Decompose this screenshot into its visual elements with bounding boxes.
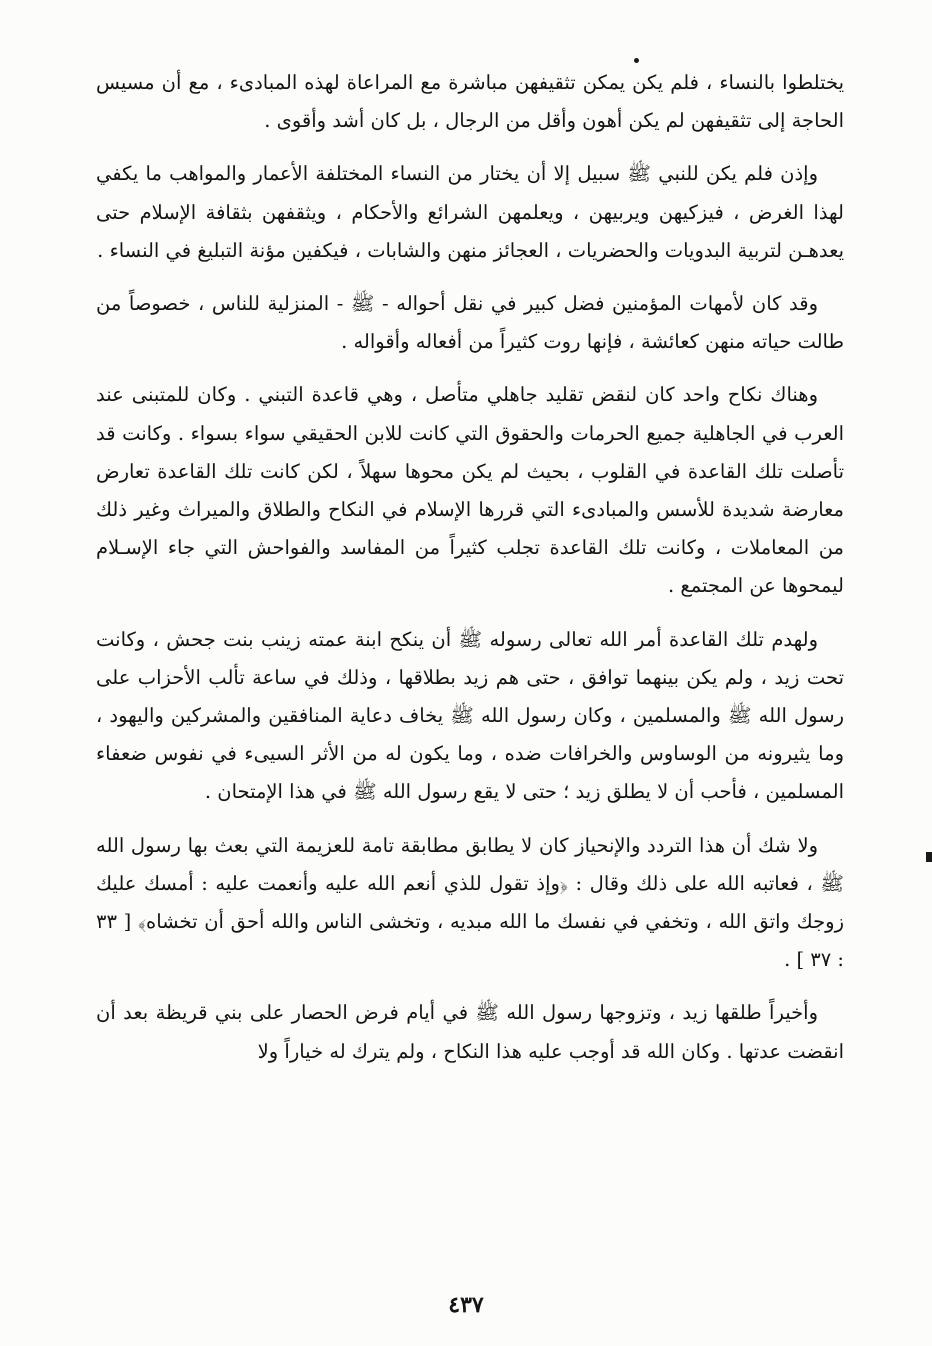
paragraph-5: ولهدم تلك القاعدة أمر الله تعالى رسوله ﷺ أن ينكح ابنة عمته زينب بنت جحش ، وكانت تحت زيد ، ولم يكن بينهما توافق ، حتى هم زيد بطلاقها ، وذلك في ساعة تألب الأحزاب على رسول الله ﷺ والمسلمين ، وكان رسول الله ﷺ يخاف دعاية المنافقين والمشركين واليهود ، وما يثيرونه من الوساوس والخرافات ضده ، وما يكون له من الأثر السيىء في نفوس ضعفاء المسلمين ، فأحب أن لا يطلق زيد ؛ حتى لا يقع رسول الله ﷺ في هذا الإمتحان .: [96, 627, 844, 804]
ink-dot: [634, 58, 639, 63]
paragraph-7: وأخيراً طلقها زيد ، وتزوجها رسول الله ﷺ في أيام فرض الحصار على بني قريظة بعد أن انقضت عدتها . وكان الله قد أوجب عليه هذا النكاح ، ولم يترك له خياراً ولا: [96, 1001, 844, 1063]
page-number: ٤٣٧: [448, 1292, 484, 1318]
paragraph-3: وقد كان لأمهات المؤمنين فضل كبير في نقل أحواله - ﷺ - المنزلية للناس ، خصوصاً من طالت حياته منهن كعائشة ، فإنها روت كثيراً من أفعاله وأقواله .: [96, 292, 844, 354]
paragraph-2: وإذن فلم يكن للنبي ﷺ سبيل إلا أن يختار من النساء المختلفة الأعمار والمواهب ما يكفي لهذا الغرض ، فيزكيهن ويربيهن ، ويعلمهن الشرائع والأحكام ، ويثقفهن بثقافة الإسلام حتى يعدهـن لتربية البدويات والحضريات ، العجائز منهن والشابات ، فيكفين مؤنة التبليغ في النساء .: [96, 162, 844, 262]
paragraph-1: يختلطوا بالنساء ، فلم يكن يمكن تثقيفهن مباشرة مع المراعاة لهذه المبادىء ، مع أن مسيس الحاجة إلى تثقيفهن لم يكن أهون وأقل من الرجال ، بل كان أشد وأقوى .: [96, 71, 844, 133]
paragraph-6: ولا شك أن هذا التردد والإنحياز كان لا يطابق مطابقة تامة للعزيمة التي بعث بها رسول الله ﷺ ، فعاتبه الله على ذلك وقال : ﴿وإذ تقول للذي أنعم الله عليه وأنعمت عليه : أمسك عليك زوجك واتق الله ، وتخفي في نفسك ما الله مبديه ، وتخشى الناس والله أحق أن تخشاه﴾ [ ٣٣ : ٣٧ ] .: [96, 833, 844, 972]
margin-mark: [926, 852, 932, 862]
page-body: [96, 64, 844, 1086]
paragraph-4: وهناك نكاح واحد كان لنقض تقليد جاهلي متأصل ، وهي قاعدة التبني . وكان للمتبنى عند العرب في الجاهلية جميع الحرمات والحقوق التي كانت للابن الحقيقي سواء بسواء . وكانت قد تأصلت تلك القاعدة في القلوب ، بحيث لم يكن محوها سهلاً ، لكن كانت تلك القاعدة تعارض معارضة شديدة للأسس والمبادىء التي قررها الإسلام في النكاح والطلاق والميراث وغير ذلك من المعاملات ، وكانت تلك القاعدة تجلب كثيراً من المفاسد والفواحش التي جاء الإسـلام ليمحوها عن المجتمع .: [96, 383, 844, 598]
